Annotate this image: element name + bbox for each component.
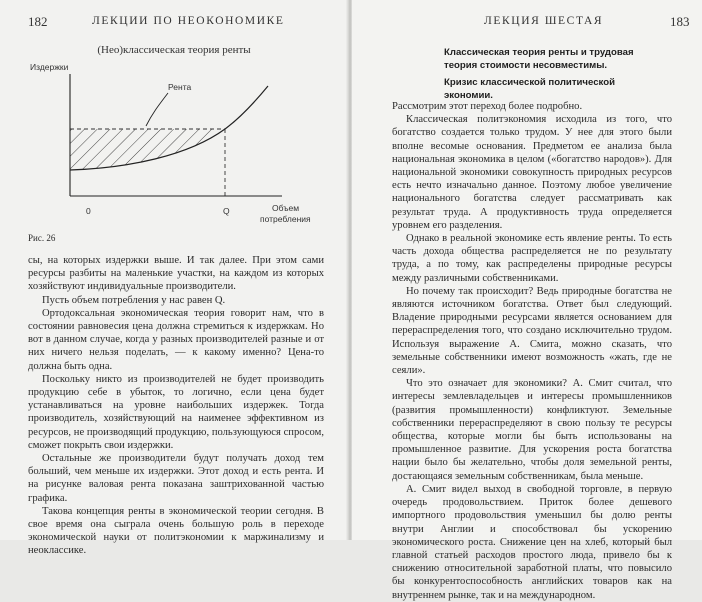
right-page <box>352 0 702 601</box>
rent-pointer <box>146 93 168 126</box>
figure-title: (Нео)классическая теория ренты <box>97 44 251 56</box>
left-paragraph: сы, на которых издержки выше. И так далее. При этом сами ресурсы разбиты на маленькие участки, на каждом из которых хозяйствуют индивидуальные производители. <box>28 255 324 293</box>
x-axis-label-2: потребления <box>260 214 311 224</box>
x-axis-label-1: Объем <box>272 203 300 213</box>
right-running-head: ЛЕКЦИЯ ШЕСТАЯ <box>484 15 604 27</box>
right-paragraph: А. Смит видел выход в свободной торговле, в первую очередь продовольствием. Приток более дешевого импортного продовольствия уменьшил бы долю ренты внутри Англии и способствовал бы ускорению экономического роста. Снижение цен на хлеб, который был главной статьей расходов простого люда, привело бы к снижению относительной заработной платы, что повысило бы конкурентоспособность английских товаров как на внутреннем рынке, так и на международном. <box>392 483 672 601</box>
left-paragraph: Такова концепция ренты в экономической теории сегодня. В свое время она сыграла очень большую роль в переходе экономической науки от политэкономии к маржинализму и неоклассике. <box>28 505 324 557</box>
right-paragraph: Классическая политэкономия исходила из того, что богатство создается только трудом. У нее для этого были вполне весомые основания. Предметом ее анализа была национальная экономика в целом («богатство народов»). Для национальной экономики совокупность природных ресурсов есть нечто изначально данное. Поэтому любое увеличение национального богатства следует рассматривать как результат труда. А продуктивность труда определяется уровнем его разделения. <box>392 114 672 231</box>
right-paragraph: Однако в реальной экономике есть явление ренты. То есть часть дохода общества распределяется не по результату труда, а по тому, как распределены природные ресурсы между различными собственниками. <box>392 233 672 284</box>
rent-area <box>70 129 225 170</box>
rent-chart <box>28 58 328 236</box>
left-body <box>28 254 324 558</box>
left-page-number: 182 <box>28 14 48 29</box>
right-paragraph: Что это означает для экономики? А. Смит считал, что интересы землевладельцев и интересы промышленников (развития промышленности) конфликтуют. Земельные собственники перераспределяют в свою пользу те ресурсы общества, которые могли бы быть использованы на промышленное развитие. Для ускорения роста богатства нации было бы желательно, чтобы доля земельной ренты, достающаяся земельным собственникам, была меньше. <box>392 378 672 482</box>
q-label: Q <box>223 206 230 216</box>
right-paragraph: Но почему так происходит? Ведь природные богатства не являются источником богатства. Ответ был следующий. Владение природными ресурсами является основанием для перераспределения того, что создано исключительно трудом. Используя выражение А. Смита, можно сказать, что земельные собственники имеют возможность «жать, где не сеяли». <box>392 285 672 377</box>
section-heading-1: Классическая теория ренты и трудовая теория стоимости несовместимы. <box>444 47 634 71</box>
right-paragraph: Рассмотрим этот переход более подробно. <box>392 101 583 112</box>
left-running-head: ЛЕКЦИИ ПО НЕОКОНОМИКЕ <box>92 15 285 27</box>
right-page-number: 183 <box>670 14 690 29</box>
left-paragraph: Поскольку никто из производителей не будет производить продукцию себе в убыток, то логично, если цена будет устанавливаться на уровне наибольших издержек. Тогда производитель, хозяйствующий на наименее эффективном из ресурсов, не производящий продукцию, пользующуюся спросом, сможет покрыть свои издержки. <box>28 373 324 451</box>
section-heading-2: Кризис классической политической экономии. <box>444 77 615 101</box>
origin-label: 0 <box>86 206 91 216</box>
y-axis-label: Издержки <box>30 62 69 72</box>
rent-label: Рента <box>168 82 192 92</box>
left-paragraph: Остальные же производители будут получать доход тем больший, чем меньше их издержки. Этот доход и есть рента. И на рисунке валовая рента показана заштрихованной частью графика. <box>28 453 324 504</box>
figure-caption: Рис. 26 <box>28 233 56 243</box>
left-page <box>0 0 348 557</box>
left-paragraph: Ортодоксальная экономическая теория говорит нам, что в состоянии равновесия цена должна стремиться к издержкам. Но вот в данном случае, когда у разных производителей разные и от них ничего нельзя поделать, — к какому именно? Цена-то должна быть одна. <box>28 307 324 372</box>
right-body <box>392 100 672 602</box>
left-paragraph: Пусть объем потребления у нас равен Q. <box>42 294 226 306</box>
